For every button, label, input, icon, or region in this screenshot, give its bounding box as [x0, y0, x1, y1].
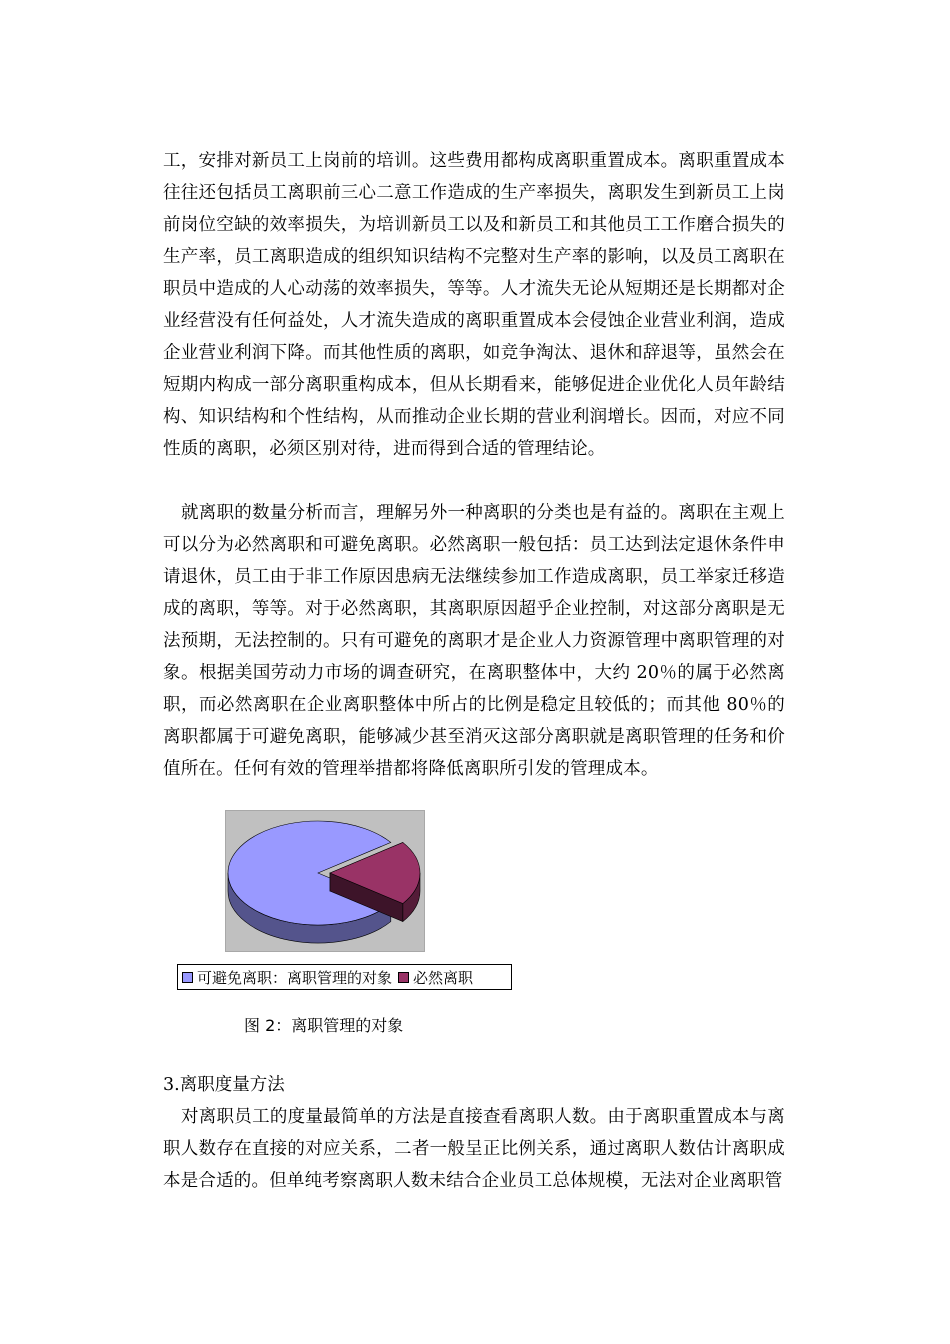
section-heading: 3.离职度量方法	[163, 1075, 285, 1095]
chart-legend	[177, 964, 512, 990]
legend-swatch-avoidable	[182, 972, 193, 983]
body-paragraph-1: 工，安排对新员工上岗前的培训。这些费用都构成离职重置成本。离职重置成本往往还包括员工离职前三心二意工作造成的生产率损失，离职发生到新员工上岗前岗位空缺的效率损失，为培训新员工以及和新员工和其他员工工作磨合损失的生产率，员工离职造成的组织知识结构不完整对生产率的影响，以及员工离职在职员中造成的人心动荡的效率损失，等等。人才流失无论从短期还是长期都对企业经营没有任何益处，人才流失造成的离职重置成本会侵蚀企业营业利润，造成企业营业利润下降。而其他性质的离职，如竞争淘汰、退休和辞退等，虽然会在短期内构成一部分离职重构成本，但从长期看来，能够促进企业优化人员年龄结构、知识结构和个性结构，从而推动企业长期的营业利润增长。因而，对应不同性质的离职，必须区别对待，进而得到合适的管理结论。	[163, 151, 785, 459]
legend-label-avoidable: 可避免离职：离职管理的对象	[197, 968, 393, 987]
body-paragraph-3: 对离职员工的度量最简单的方法是直接查看离职人数。由于离职重置成本与离职人数存在直接的对应关系，二者一般呈正比例关系，通过离职人数估计离职成本是合适的。但单纯考察离职人数未结合企业员工总体规模，无法对企业离职管	[163, 1107, 785, 1191]
figure-caption: 图 2：离职管理的对象	[244, 1016, 404, 1035]
legend-entry-inevitable	[398, 967, 473, 988]
legend-entry-avoidable	[182, 967, 392, 988]
body-paragraph-2: 就离职的数量分析而言，理解另外一种离职的分类也是有益的。离职在主观上可以分为必然离职和可避免离职。必然离职一般包括：员工达到法定退休条件申请退休，员工由于非工作原因患病无法继续参加工作造成离职，员工举家迁移造成的离职，等等。对于必然离职，其离职原因超乎企业控制，对这部分离职是无法预期，无法控制的。只有可避免的离职才是企业人力资源管理中离职管理的对象。根据美国劳动力市场的调查研究，在离职整体中，大约 20％的属于必然离职，而必然离职在企业离职整体中所占的比例是稳定且较低的；而其他 80％的离职都属于可避免离职，能够减少甚至消灭这部分离职就是离职管理的任务和价值所在。任何有效的管理举措都将降低离职所引发的管理成本。	[163, 503, 785, 779]
pie-chart	[226, 811, 426, 953]
legend-label-inevitable: 必然离职	[413, 968, 474, 987]
pie-chart-plot-area	[225, 810, 425, 952]
legend-swatch-inevitable	[398, 972, 409, 983]
